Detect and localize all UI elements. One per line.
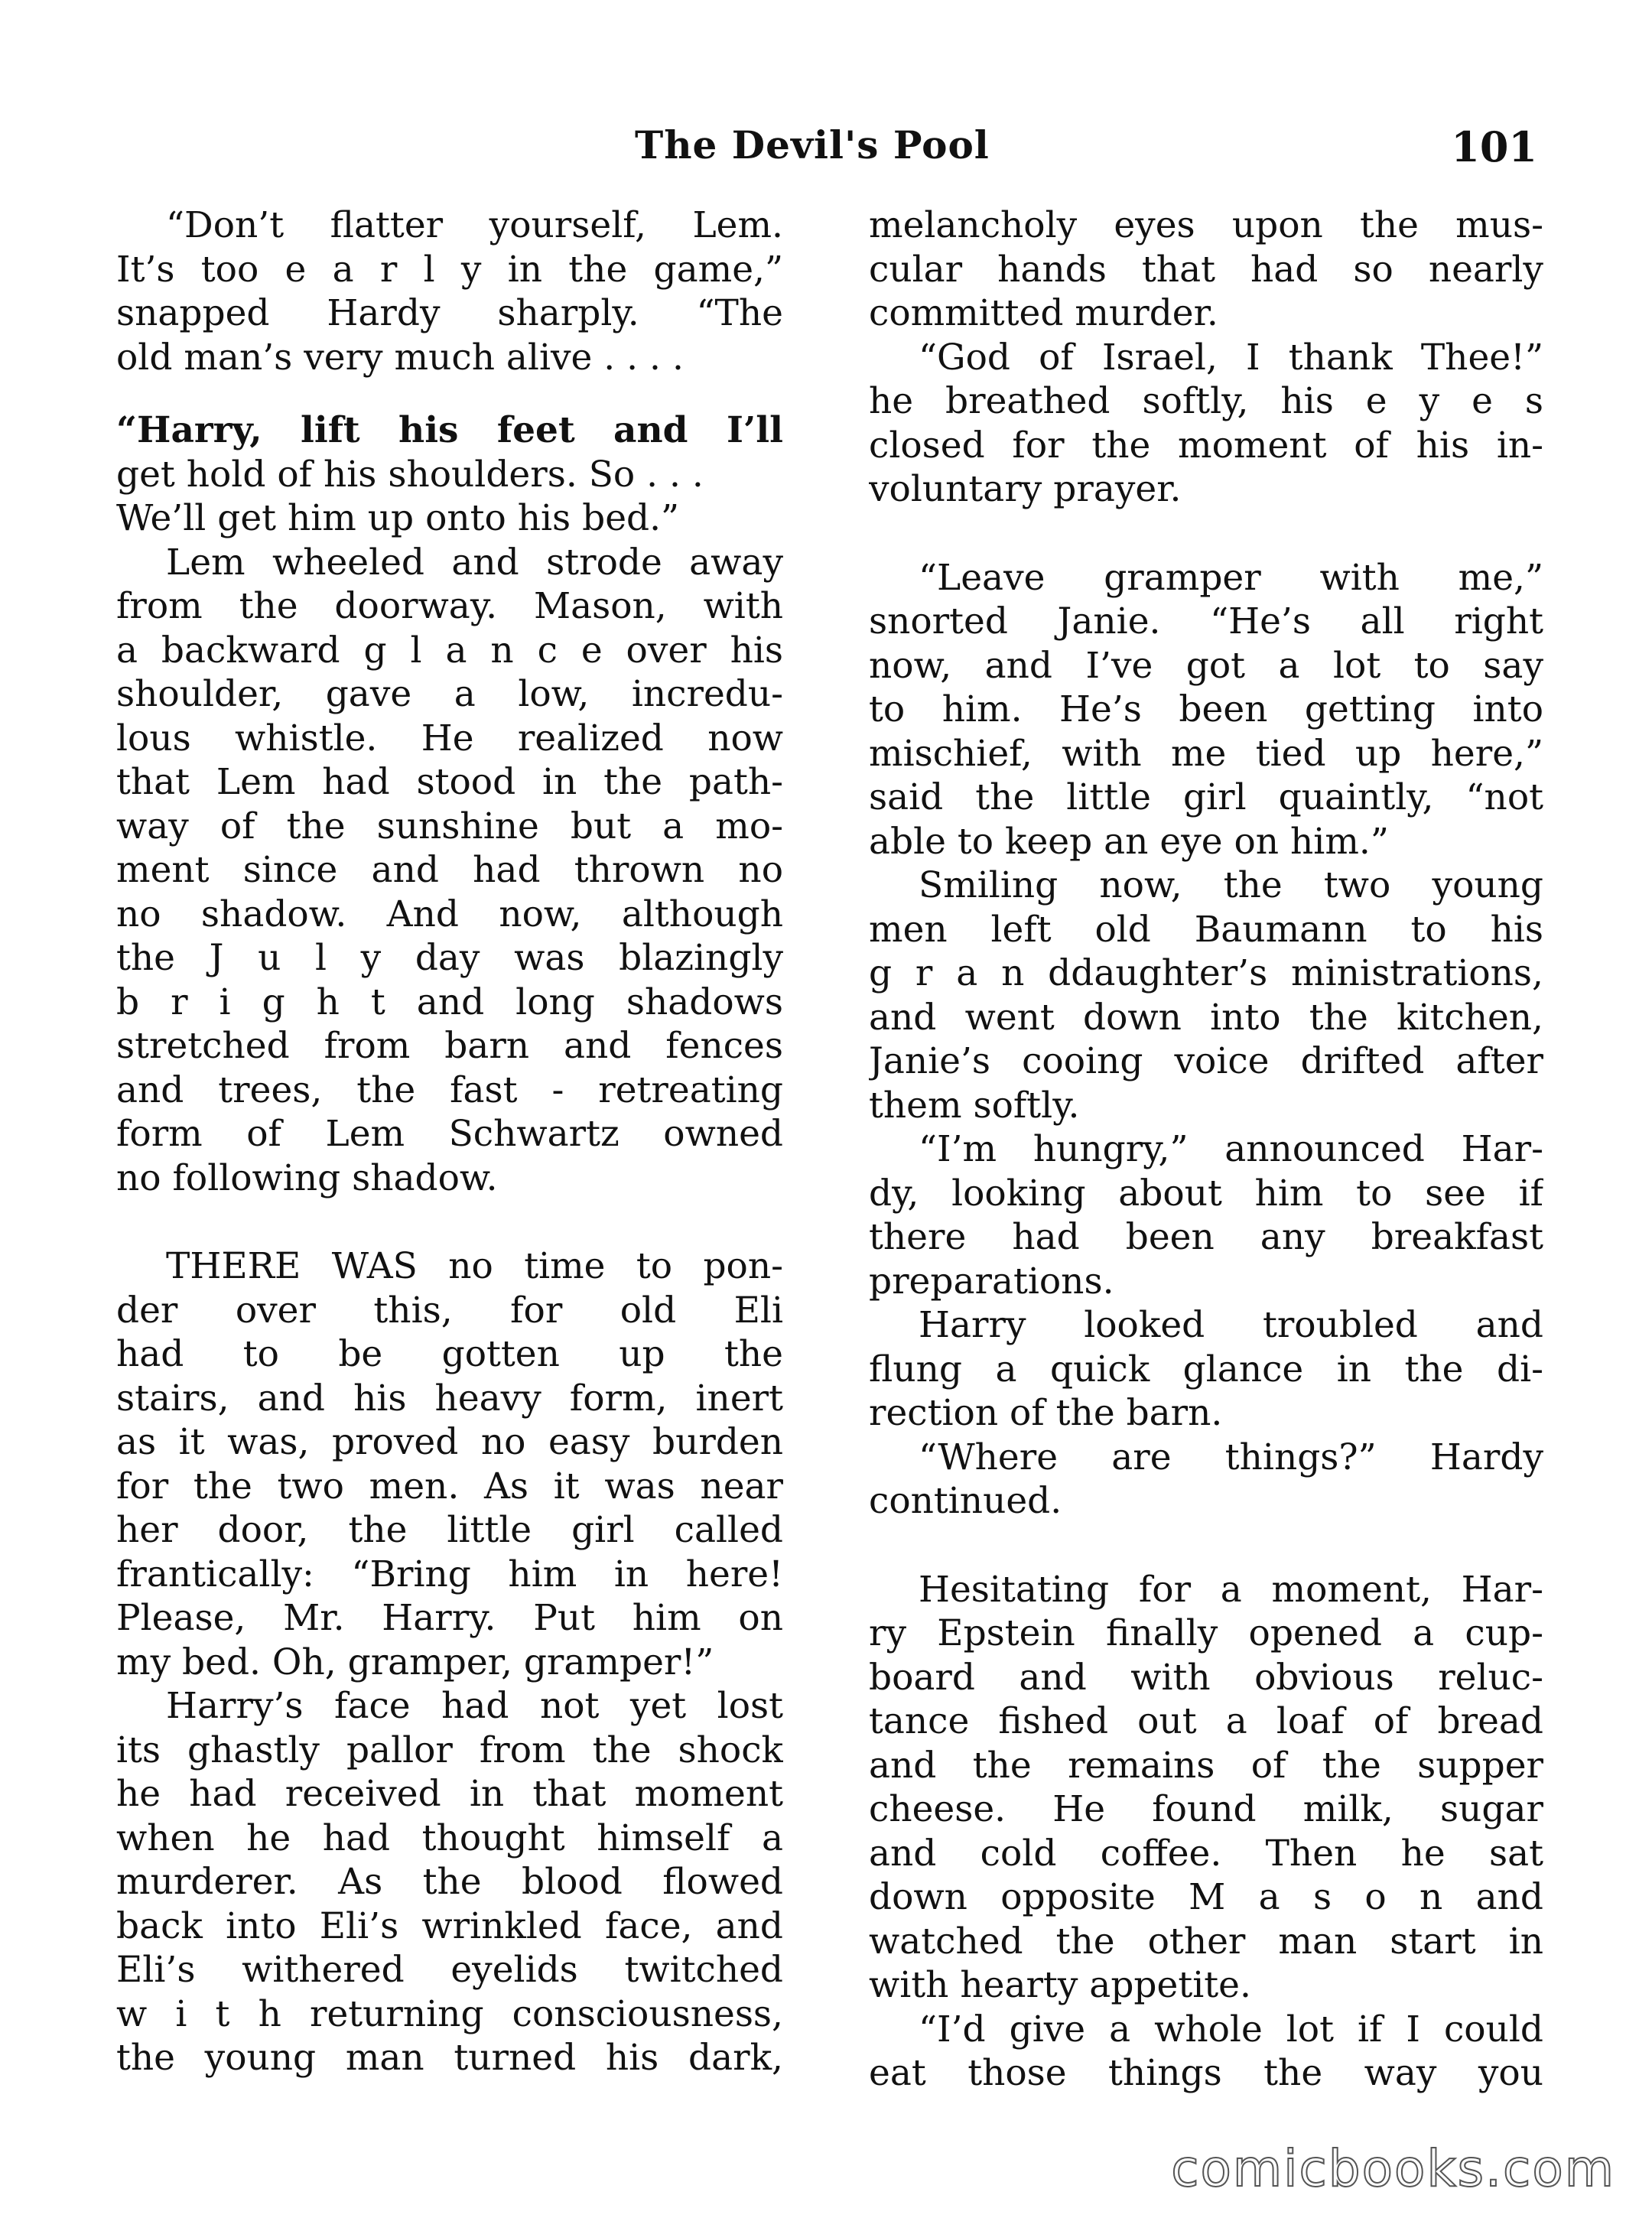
paragraph-gap bbox=[116, 1200, 783, 1244]
text-line: Please, Mr. Harry. Put him on bbox=[116, 1597, 783, 1639]
text-line: mischief, with me tied up here,” bbox=[869, 732, 1543, 775]
text-line: as it was, proved no easy burden bbox=[116, 1421, 783, 1463]
text-line: flung a quick glance in the di- bbox=[869, 1348, 1543, 1390]
text-line: he had received in that moment bbox=[116, 1773, 783, 1815]
paragraph-gap bbox=[869, 512, 1543, 556]
text-line: with hearty appetite. bbox=[869, 1964, 1251, 2006]
page-number: 101 bbox=[1451, 122, 1537, 171]
text-line: there had been any breakfast bbox=[869, 1216, 1543, 1258]
text-line: men left old Baumann to his bbox=[869, 908, 1543, 951]
text-line: continued. bbox=[869, 1480, 1062, 1522]
text-line: from the doorway. Mason, with bbox=[116, 585, 783, 627]
text-line: Harry’s face had not yet lost bbox=[166, 1685, 783, 1727]
text-line: frantically: “Bring him in here! bbox=[116, 1553, 783, 1595]
text-line: for the two men. As it was near bbox=[116, 1465, 783, 1507]
text-line: Lem wheeled and strode away bbox=[166, 541, 783, 584]
text-line: “Don’t flatter yourself, Lem. bbox=[166, 204, 783, 246]
text-line: now, and I’ve got a lot to say bbox=[869, 644, 1543, 687]
text-line: and trees, the fast - retreating bbox=[116, 1068, 783, 1111]
text-line: “God of Israel, I thank Thee!” bbox=[919, 336, 1543, 379]
text-line: g r a n ddaughter’s ministrations, bbox=[869, 952, 1543, 994]
text-line: committed murder. bbox=[869, 292, 1218, 334]
text-line: preparations. bbox=[869, 1260, 1114, 1303]
text-line: her door, the little girl called bbox=[116, 1509, 783, 1551]
text-line: melancholy eyes upon the mus- bbox=[869, 204, 1543, 246]
text-line: cheese. He found milk, sugar bbox=[869, 1788, 1543, 1830]
text-line: said the little girl quaintly, “not bbox=[869, 776, 1543, 818]
text-line: and went down into the kitchen, bbox=[869, 996, 1543, 1039]
watermark: comicbooks.com bbox=[1171, 2139, 1615, 2198]
text-line: Smiling now, the two young bbox=[919, 864, 1543, 906]
text-line: my bed. Oh, gramper, gramper!” bbox=[116, 1641, 714, 1683]
text-line: back into Eli’s wrinkled face, and bbox=[116, 1904, 783, 1947]
text-line: tance fished out a loaf of bread bbox=[869, 1700, 1543, 1742]
text-line: b r i g h t and long shadows bbox=[116, 981, 783, 1023]
text-line: them softly. bbox=[869, 1084, 1080, 1127]
right-text-column bbox=[869, 203, 1543, 2096]
text-line: “I’d give a whole lot if I could bbox=[919, 2008, 1543, 2051]
text-line: THERE WAS no time to pon- bbox=[166, 1245, 783, 1287]
running-title: The Devil's Pool bbox=[635, 122, 990, 167]
text-line: murderer. As the blood flowed bbox=[116, 1861, 783, 1903]
text-line: no following shadow. bbox=[116, 1156, 498, 1199]
text-line: rection of the barn. bbox=[869, 1392, 1223, 1434]
text-line: der over this, for old Eli bbox=[116, 1289, 783, 1332]
text-line: ment since and had thrown no bbox=[116, 849, 783, 891]
text-line: We’ll get him up onto his bed.” bbox=[116, 497, 680, 539]
paragraph-gap bbox=[116, 379, 783, 408]
text-line: Harry looked troubled and bbox=[919, 1304, 1543, 1346]
text-line: Eli’s withered eyelids twitched bbox=[116, 1949, 783, 1991]
text-line: ry Epstein finally opened a cup- bbox=[869, 1612, 1543, 1654]
text-line: closed for the moment of his in- bbox=[869, 424, 1543, 467]
text-line: cular hands that had so nearly bbox=[869, 248, 1543, 291]
text-line: eat those things the way you bbox=[869, 2052, 1543, 2094]
text-line: when he had thought himself a bbox=[116, 1816, 783, 1859]
text-line: watched the other man start in bbox=[869, 1920, 1543, 1963]
text-line: shoulder, gave a low, incredu- bbox=[116, 673, 783, 715]
page-header bbox=[635, 122, 1537, 184]
text-line: down opposite M a s o n and bbox=[869, 1876, 1543, 1918]
text-line: to him. He’s been getting into bbox=[869, 688, 1543, 730]
text-line: no shadow. And now, although bbox=[116, 893, 783, 935]
text-line: stretched from barn and fences bbox=[116, 1025, 783, 1067]
text-line: a backward g l a n c e over his bbox=[116, 629, 783, 672]
text-line: way of the sunshine but a mo- bbox=[116, 805, 783, 847]
text-line: “Where are things?” Hardy bbox=[919, 1436, 1543, 1478]
text-line: snapped Hardy sharply. “The bbox=[116, 292, 783, 334]
text-line: its ghastly pallor from the shock bbox=[116, 1729, 783, 1771]
text-line: dy, looking about him to see if bbox=[869, 1172, 1543, 1215]
text-line: that Lem had stood in the path- bbox=[116, 761, 783, 803]
text-line: snorted Janie. “He’s all right bbox=[869, 600, 1543, 642]
text-line: board and with obvious reluc- bbox=[869, 1656, 1543, 1699]
text-line: he breathed softly, his e y e s bbox=[869, 380, 1543, 422]
text-line: had to be gotten up the bbox=[116, 1333, 783, 1375]
text-line: get hold of his shoulders. So . . . bbox=[116, 453, 704, 496]
text-line: Hesitating for a moment, Har- bbox=[919, 1568, 1543, 1611]
text-line: form of Lem Schwartz owned bbox=[116, 1113, 783, 1155]
paragraph-gap bbox=[869, 1524, 1543, 1568]
text-line: and the remains of the supper bbox=[869, 1744, 1543, 1787]
text-line: “I’m hungry,” announced Har- bbox=[919, 1128, 1543, 1170]
text-line: and cold coffee. Then he sat bbox=[869, 1832, 1543, 1875]
text-line: able to keep an eye on him.” bbox=[869, 820, 1389, 863]
text-line: It’s too e a r l y in the game,” bbox=[116, 248, 783, 291]
text-line: the young man turned his dark, bbox=[116, 2037, 783, 2079]
text-line: stairs, and his heavy form, inert bbox=[116, 1377, 783, 1420]
left-text-column bbox=[116, 203, 783, 2080]
text-line: voluntary prayer. bbox=[869, 468, 1182, 510]
text-line: “Harry, lift his feet and I’ll bbox=[116, 409, 783, 451]
text-line: lous whistle. He realized now bbox=[116, 717, 783, 759]
text-line: the J u l y day was blazingly bbox=[116, 937, 783, 979]
text-line: old man’s very much alive . . . . bbox=[116, 336, 684, 379]
text-line: “Leave gramper with me,” bbox=[919, 556, 1543, 599]
text-line: w i t h returning consciousness, bbox=[116, 1992, 783, 2035]
text-line: Janie’s cooing voice drifted after bbox=[869, 1040, 1543, 1082]
